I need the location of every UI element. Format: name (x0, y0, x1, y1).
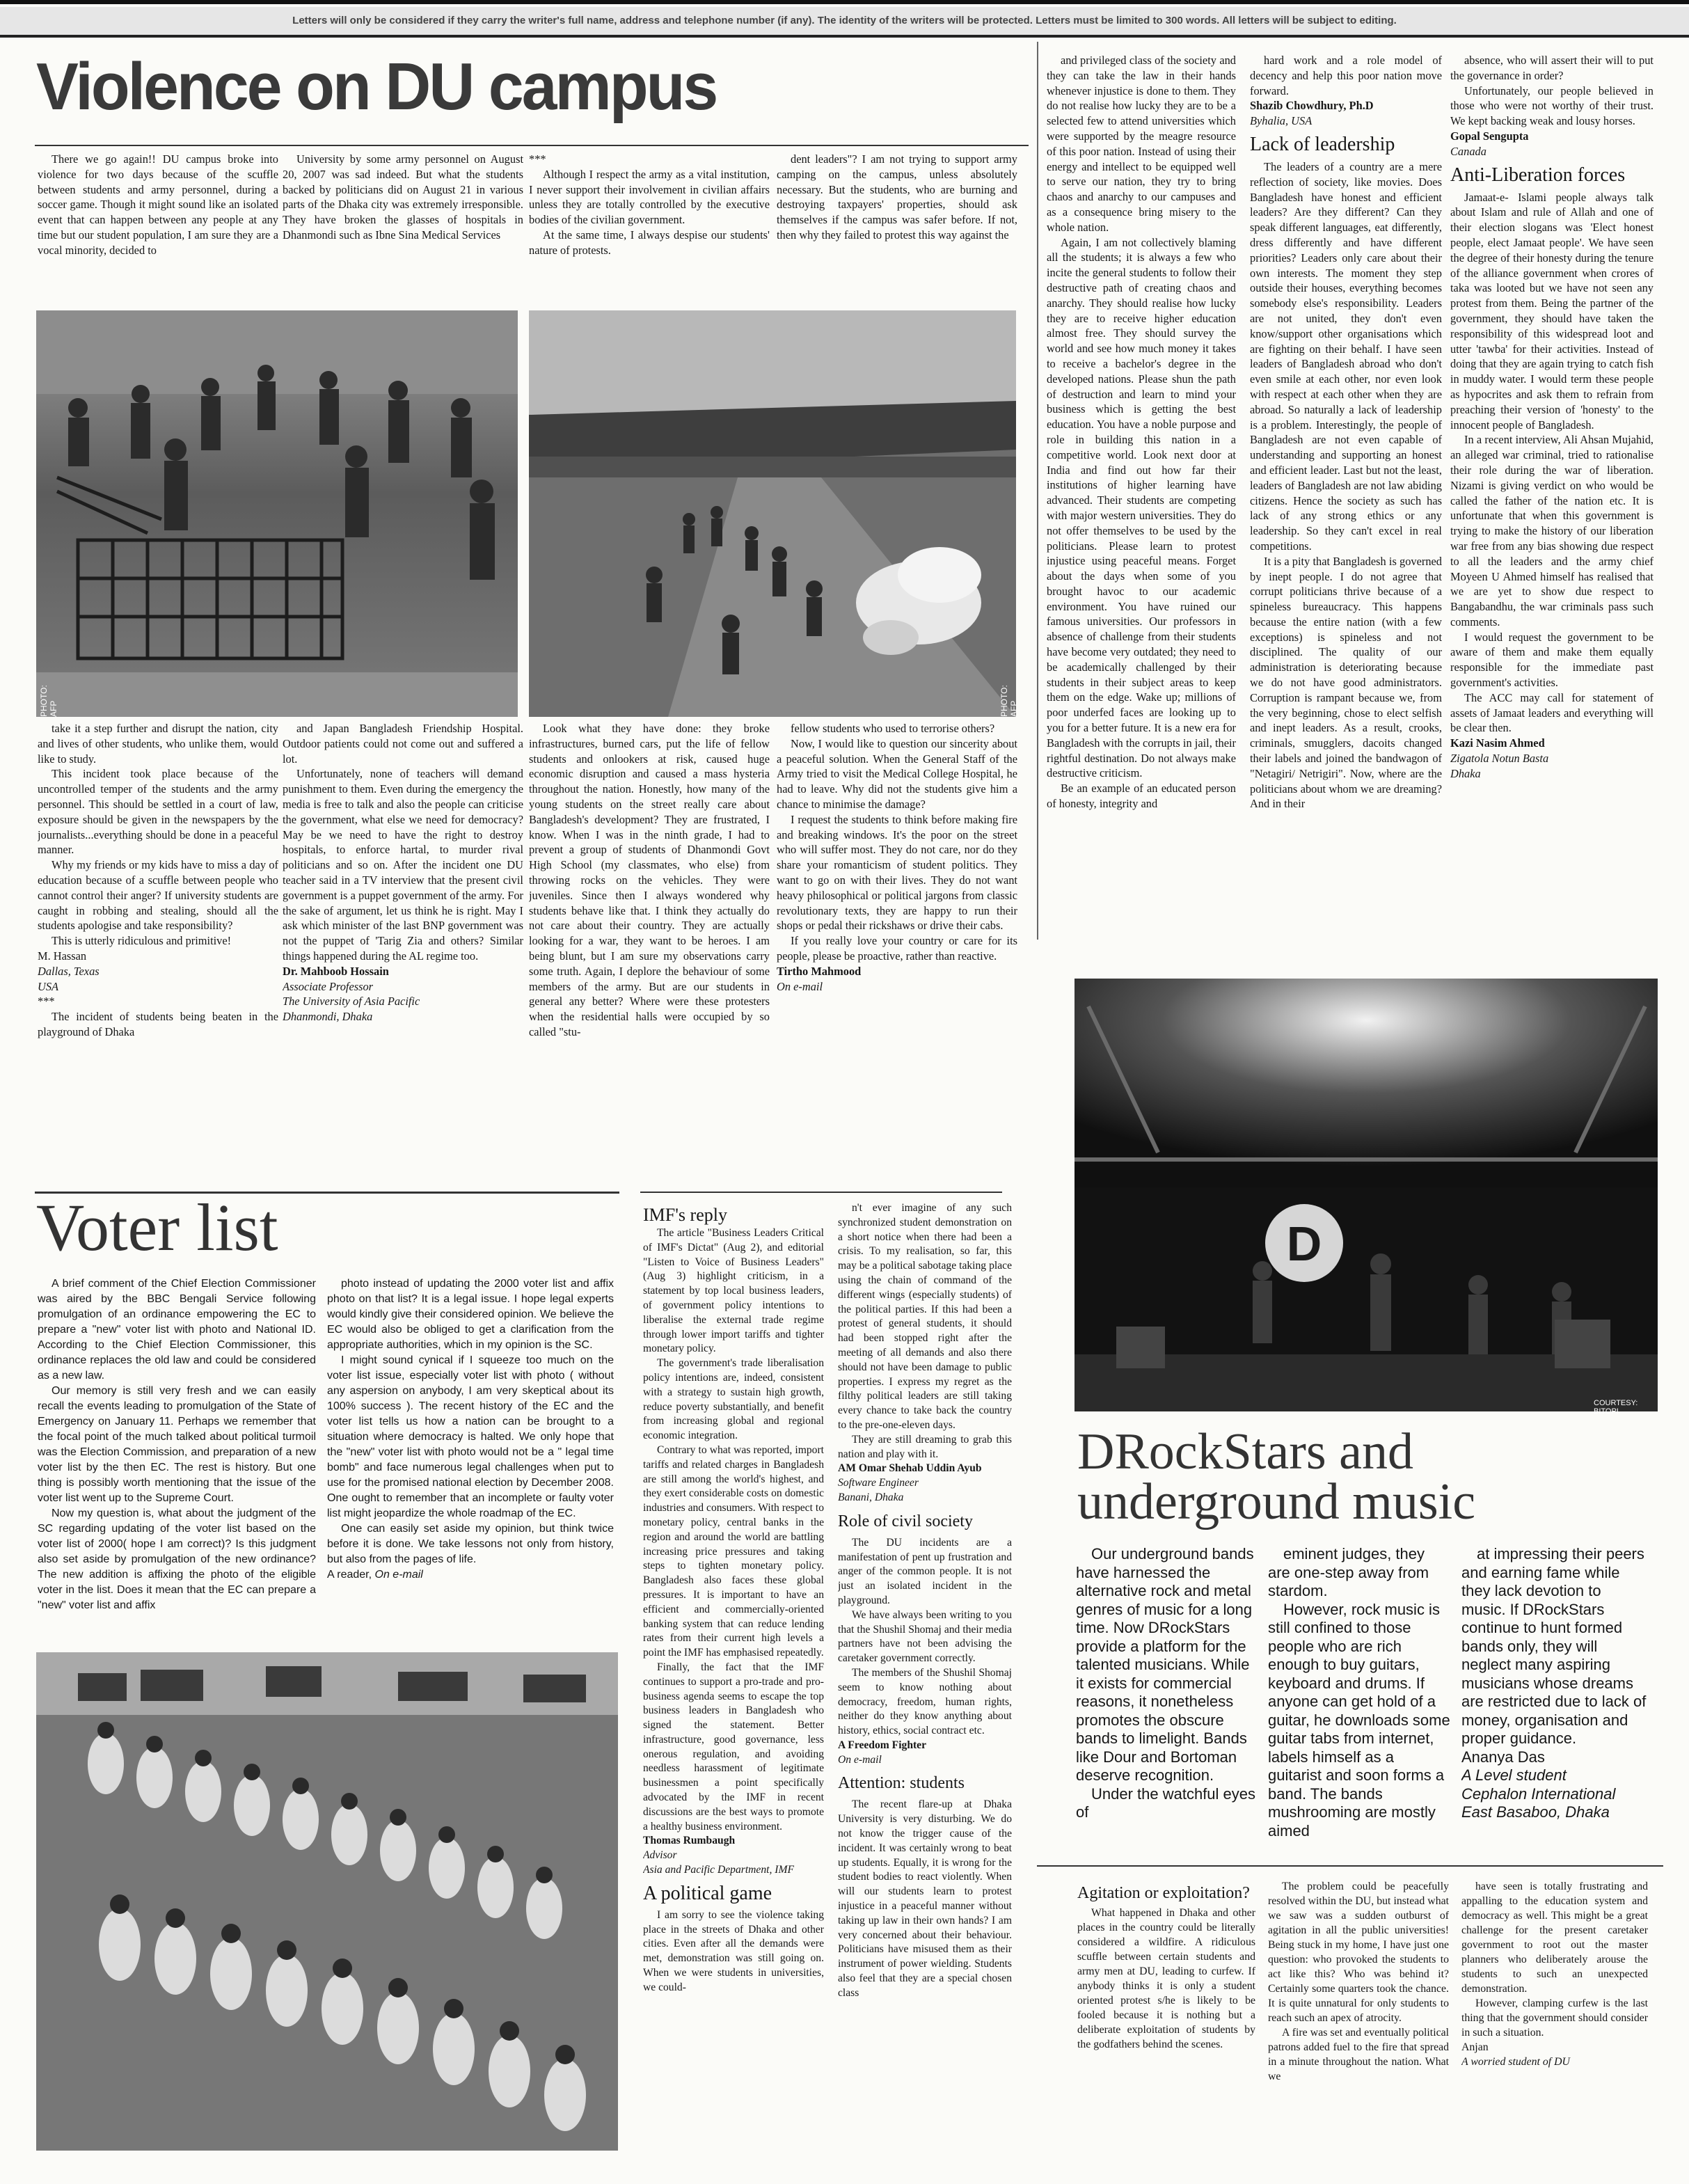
writer-name: M. Hassan (38, 949, 87, 963)
rock-headline-line1: DRockStars and (1077, 1423, 1413, 1480)
writer-name: AM Omar Shehab Uddin Ayub (838, 1462, 982, 1475)
paragraph: Our underground bands have harnessed the alternative rock and metal genres of music for a long time. Now DRockStars provide a platform for the talented musicians. While it exists for commercial reasons, it nonetheless promotes the obscure bands to limelight. Bands like Dour and Bortoman deserve recognition. (1076, 1545, 1254, 1784)
photo-rock-concert (1075, 979, 1658, 1416)
writer-name: Tirtho Mahmood (777, 964, 862, 978)
paragraph: The recent flare-up at Dhaka University is very disturbing. We do not know the trigger cause of the incident. It was certainly wrong to beat up students. Equally, it is wrong for the student bodies to react violently. When will our students learn to protest injustice in a peaceful manner without taking up law in their own hands? I am very concerned about their behaviour. Politicians have misused them as their instrument of power wielding. Students also feel that they are a special chosen class (838, 1798, 1012, 1999)
paragraph: fellow students who used to terrorise others? (791, 722, 995, 735)
paragraph: They are still dreaming to grab this nation and play with it. (838, 1433, 1012, 1460)
right-col6 (1250, 53, 1442, 937)
paragraph: However, clamping curfew is the last thing that the government should consider in such a situation. (1461, 1997, 1648, 2039)
paragraph: This is utterly ridiculous and primitive! (51, 934, 232, 948)
attention-students-title: Attention: students (838, 1774, 965, 1793)
paragraph: What happened in Dhaka and other places in the country could be literally considered a wildfire. A ridiculous scuffle between certain students and army men at DU, leading to curfew. If anybody thinks it is only a student oriented protest s/he is likely to be fooled because it is nothing but a deliberate exploitation of students by the godfathers behind the scenes. (1077, 1907, 1255, 2050)
writer-affiliation: Associate Professor (283, 979, 374, 993)
anti-liberation-title: Anti-Liberation forces (1450, 164, 1626, 186)
writer-affiliation: Advisor (643, 1849, 677, 1862)
violence-col3-top (529, 152, 770, 305)
photo-voter-queue (36, 1652, 618, 2151)
paragraph: Why my friends or my kids have to miss a day of education because of a scuffle between people who cannot control their anger? If university students are caught in robbing and stealing, should all the students apologise and take responsibility? (38, 858, 278, 933)
imf-col2 (838, 1201, 1012, 2162)
paragraph: Although I respect the army as a vital institution, I never support their involvement in civilian affairs unless they are totally controlled by the executive bodies of the civilian government. (529, 167, 770, 227)
paragraph: n't ever imagine of any such synchronized student demonstration on a short notice when there had been a crisis. To my realisation, so far, this may be a political sabotage taking place using the chain of command of the different wings (especially students) of the political parties. If this had been a protest of general students, it should had been stopped right after the meeting of all demands and also there should not have been damage to public properties. I express my regret as the filthy political leaders are still taking every chance to take back the country to the pre-one-eleven days. (838, 1202, 1012, 1431)
paragraph: I might sound cynical if I squeeze too much on the voter list issue, especially voter list with photo ( without any aspersion on anybody, I am very skeptical about its 100% success ). The recent history of the EC and the voter list tells us how a nation can be brought to a situation where democracy is halted. We only hope that the "new" voter list with photo would not be a " legal time bomb" and face numerous legal challenges when put to use for the promised national election by December 2008. One ought to remember that an incomplete or faulty voter list might jeopardize the whole roadmap of the EC. (327, 1354, 614, 1519)
agitation-col2 (1268, 1879, 1449, 2165)
paragraph: photo instead of updating the 2000 voter list and affix photo on that list? It is a legal issue. I hope legal experts would kindly give their considered opinion. We believe the EC would also be obliged to get a clarification from the appropriate authorities, which in my opinion is the SC. (327, 1278, 614, 1351)
writer-name: Thomas Rumbaugh (643, 1835, 736, 1847)
violence-col1-top (38, 152, 278, 305)
writer-affiliation: Dhanmondi, Dhaka (283, 1010, 373, 1024)
writer-affiliation: Software Engineer (838, 1477, 919, 1489)
voter-signature (327, 1567, 614, 1583)
paragraph: One can easily set aside my opinion, but think twice before it is done. We take lessons not only from history, but also from the pages of life. (327, 1523, 614, 1565)
writer-name: Anjan (1461, 2041, 1489, 2053)
writer-affiliation: A worried student of DU (1461, 2056, 1570, 2068)
paragraph: In a recent interview, Ali Ahsan Mujahid, an alleged war criminal, tried to rationalise their role during the war of liberation. Nizami is giving verdict on who would be called the father of the nation etc. It is unfortunate that when this government is trying to make the history of our liberation war free from any bias showing due respect to all the leaders and the army chief Moyeen U Ahmed himself has realised that we are yet to show due respect to Bangabandhu, the war criminals pass such comments. (1450, 433, 1654, 628)
violence-col4-bottom (777, 721, 1017, 1189)
paragraph: This incident took place because of the uncontrolled temper of the students and the army personnel. This should be settled in a court of law, exposure should be given in the newspapers by the journalists...everything should be done in a peaceful manner. (38, 767, 278, 857)
violence-headline: Violence on DU campus (36, 49, 717, 124)
paragraph: hard work and a role model of decency and help this poor nation move forward. (1250, 54, 1442, 97)
right-col7 (1450, 53, 1654, 937)
writer-country: USA (38, 979, 59, 993)
paragraph: Unfortunately, our people believed in those who were not worthy of their trust. We kept backing weak and lousy horses. (1450, 84, 1654, 128)
writer-name: Shazib Chowdhury, Ph.D (1250, 99, 1374, 113)
paragraph: The problem could be peacefully resolved within the DU, but instead what we saw was a sudden outburst of agitation in all the public universities! Being stuck in my home, I have just one question: who provoked the students to act like this? Who was behind it? Certainly some quarters took the chance. It is quite unnatural for only students to reach such an apex of atrocity. (1268, 1881, 1449, 2024)
paragraph: I request the students to think before making fire and breaking windows. It's the poor on the street who will suffer most. They do not care, nor do they share your romanticism of student politics. They want to go on with their lives. They do not want heavy philosophical or political jargons from classic revolutionary texts, they are happy to run their shops or pedal their rickshaws or drive their cabs. (777, 812, 1017, 933)
paragraph: If you really love your country or care for its people, please be proactive, rather than reactive. (777, 934, 1017, 963)
writer-affiliation: On e-mail (838, 1753, 882, 1766)
writer-affiliation: Zigatola Notun Basta (1450, 752, 1549, 766)
paragraph: A fire was set and eventually political patrons added fuel to the fire that spread in a minute throughout the nation. What we (1268, 2027, 1449, 2082)
rock-headline (1077, 1423, 1655, 1530)
writer-affiliation: Cephalon International (1461, 1785, 1616, 1803)
paragraph: I would request the government to be aware of them and make them equally responsible for the immediate past government's activities. (1450, 630, 1654, 690)
paragraph: Now my question is, what about the judgment of the SC regarding updating of the voter list based on the voter list of 2000( hope I am correct)? Is this judgment also set aside by promulgation of the new ordinance? The new addition is affixing the photo of the eligible voter in the list. Does it mean that the EC can prepare a "new" voter list and affix (38, 1508, 316, 1611)
imf-col1 (643, 1201, 824, 2162)
civil-society-title: Role of civil society (838, 1512, 973, 1530)
writer-name: Ananya Das (1461, 1748, 1545, 1766)
stars-separator: *** (38, 995, 55, 1008)
voter-col1 (38, 1276, 316, 1631)
imf-title: IMF's reply (643, 1205, 727, 1225)
rock-col3 (1461, 1545, 1648, 1851)
agitation-col3 (1461, 1879, 1648, 2165)
column-divider (1037, 42, 1038, 940)
violence-col3-bottom (529, 721, 770, 1189)
writer-affiliation: On e-mail (777, 979, 823, 993)
rock-col2 (1268, 1545, 1450, 1851)
paragraph: Under the watchful eyes of (1076, 1785, 1256, 1821)
paragraph: Jamaat-e- Islami people always talk about Islam and rule of Allah and one of their election slogans was 'Elect honest people, elect Jamaat people'. We have seen the degree of their honesty during the tenure of the alliance government when crores of taka was looted but we have not seen any protest from them. Being the partner of the government, they should have taken the responsibility of this widespread loot and utter 'tawba' for their activities. Instead of doing that they are again trying to catch fish in muddy water. I would term these people as hypocrites and ask them to refrain from preaching their version of 'honesty' to the innocent people of Bangladesh. (1450, 190, 1654, 432)
paragraph: Unfortunately, none of teachers will demand punishment to them. Even during the emergency the media is free to talk and also the people can criticise the government, what else we need for democracy? May be we need to have the right to destroy hospitals, to enforce hartal, to murder rival politicians and so on. After the incident one DU teacher said in a TV interview that the present civil government is a puppet government of the army. For the sake of argument, let us think he is right. May I ask which minister of the last BNP government was not the puppet of 'Tarig Zia and others? Similar things happened during the AL regime too. (283, 767, 523, 963)
writer-affiliation: Canada (1450, 144, 1486, 158)
writer-name: Dr. Mahboob Hossain (283, 964, 389, 978)
paragraph: The members of the Shushil Shomaj seem to know nothing about democracy, freedom, human rights, neither do they know anything about history, ethics, social contract etc. (838, 1666, 1012, 1737)
paragraph: Now, I would like to question our sincerity about a peaceful solution. When the General Staff of the Army tried to visit the Medical College Hospital, he had to leave. Why did not the students give him a chance to minimise the damage? (777, 736, 1017, 811)
paragraph: and privileged class of the society and they can take the law in their hands whenever injustice is done to them. They do not realise how lucky they are to be a selected few to attend universities which were supported by the meagre resource of this poor nation. Instead of using their energy and intellect to be equipped well to serve our nation, they try to bring chaos and anarchy to our campuses and as a consequence bring misery to the whole nation. (1047, 54, 1236, 234)
paragraph: However, rock music is still confined to those people who are rich enough to buy guitars, keyboard and drums. If anyone can get hold of a guitar, he downloads some guitar tabs from internet, labels himself as a guitarist and soon forms a band. The bands mushrooming are mostly aimed (1268, 1600, 1450, 1839)
paragraph: take it a step further and disrupt the nation, city and lives of other students, who unlike them, would like to study. (38, 722, 278, 766)
writer-affiliation: Asia and Pacific Department, IMF (643, 1864, 794, 1876)
letters-notice: Letters will only be considered if they carry the writer's full name, address and telephone number (if any). The identity of the writers will be protected. Letters must be limited to 300 words. All letters will be subject to editing. (0, 7, 1689, 38)
paragraph: University by some army personnel on August 20, 2007 was sad indeed. But what the students backed by politicians did on August 21 in various parts of the Dhaka city was extremely irresponsible. They have broken the glasses of hospitals in Dhanmondi such as Ibne Sina Medical Services (283, 152, 523, 242)
writer-name: Gopal Sengupta (1450, 129, 1529, 143)
imf-rule (640, 1192, 1002, 1193)
paragraph: Be an example of an educated person of honesty, integrity and (1047, 782, 1236, 811)
violence-col1-bottom (38, 721, 278, 1189)
rock-photo-credit: COURTESY: BITOPI (1594, 1399, 1638, 1416)
paragraph: dent leaders"? I am not trying to support army camping on the campus, unless absolutely necessary. But the students, who are burning and destroying taxpayers' properties, should ask themselves if the campus was safer before. If not, then why they failed to protest this way against the (777, 152, 1017, 242)
paragraph: A brief comment of the Chief Election Commissioner was aired by the BBC Bengali Service following promulgation of an ordinance empowering the EC to prepare a "new" voter list with photo and National ID. According to the Chief Election Commissioner, this ordinance replaces the old law and could be considered as a new law. (38, 1278, 316, 1382)
rock-headline-line2: underground music (1077, 1473, 1476, 1530)
writer-affiliation: Byhalia, USA (1250, 114, 1313, 128)
voter-headline: Voter list (36, 1190, 278, 1265)
agitation-col1 (1077, 1879, 1255, 2165)
voter-col2 (327, 1276, 614, 1631)
paragraph: Finally, the fact that the IMF continues to support a pro-trade and pro-business agenda seems to escape the top business leaders in Bangladesh who signed the statement. Better infrastructure, good governance, less onerous regulation, and avoiding needless harassment of legitimate businessmen a point specifically advocated by the IMF in recent discussions are the best ways to promote a healthy business environment. (643, 1661, 824, 1833)
paragraph: and Japan Bangladesh Friendship Hospital. Outdoor patients could not come out and suffered a lot. (283, 722, 523, 766)
writer-name: A Freedom Fighter (838, 1739, 927, 1751)
right-col5 (1047, 53, 1236, 937)
writer-name: Kazi Nasim Ahmed (1450, 736, 1545, 750)
writer-affiliation: A Level student (1461, 1766, 1567, 1784)
paragraph: Again, I am not collectively blaming all the students; it is always a few who incite the general students to follow their destructive path of creating chaos and anarchy. They should realise how lucky they are to receive higher education almost free. They should survey the world and see how much money it takes to receive a bachelor's degree in the developed nations. Please shun the path of destruction and learn to mind your business which is getting the best education. You have a noble purpose and role in building this nation in a competitive world. Look next door at India and find out how far their institutions of higher learning have advanced. Their students are competing with major western universities. They do not offer themselves to be used by the politicians. Please learn to protest injustice using peaceful means. Forget about the days when some of you brought havoc to our academic environment. You have ruined our famous universities. Our professors in absence of challenge from their students have become very outdated; they need to be academically challenged by their students in their subject areas to keep them on the edge. Wake up; millions of poor underfed faces are looking up to you for a better future. It is a new era for Bangladesh with the corrupts in jail, their rightful destination. Do not always make destructive criticism. (1047, 235, 1236, 780)
writer-affiliation: Banani, Dhaka (838, 1491, 904, 1503)
letter-tail: The incident of students being beaten in the playground of Dhaka (38, 1010, 278, 1038)
photo1-credit: PHOTO: AFP (39, 685, 58, 717)
political-game-title: A political game (643, 1882, 772, 1904)
writer-affiliation: On e-mail (374, 1569, 423, 1581)
rock-col1 (1076, 1545, 1260, 1851)
paragraph: Our memory is still very fresh and we can easily recall the events leading to promulgation of the State of Emergency on January 11. Perhaps we remember that the focal point of the much talked about political turmoil was the Election Commission, and preparation of a new voter list by the then EC. The rest is history. But one thing is possibly worth mentioning that the issue of the voter list went up to the Supreme Court. (38, 1385, 316, 1504)
writer-affiliation: East Basaboo, Dhaka (1461, 1803, 1610, 1821)
paragraph: The government's trade liberalisation policy intentions are, indeed, consistent with a strategy to sustain high growth, reduce poverty substantially, and benefit from increasing global and regional economic integration. (643, 1357, 824, 1442)
paragraph: It is a pity that Bangladesh is governed by inept people. I do not agree that corrupt politicians thrive because of a spineless bureaucracy. This happens because the entire nation (with a few exceptions) is spineless and not disciplined. The quality of our administration is deteriorating because we do not have good administrators. Corruption is rampant because we, from the very beginning, chose to elect selfish and inept leaders. As a result, crooks, criminals, smugglers, dacoits changed their labels and joined the bandwagon of "Netagiri/ Netrigiri". Now, where are the politicians about whom we are dreaming? And in their (1250, 554, 1442, 811)
paragraph: The leaders of a country are a mere reflection of society, like movies. Does Bangladesh have honest and efficient leaders? Are they different? Can they speak different languages, eat differently, dress differently and have different priorities? Leaders only care about their own interests. The moment they step outside their houses, everything becomes somebody else's responsibility. Leaders are not united, they don't even know/support other organisations which are fighting on their behalf. I have seen leaders of Bangladesh abroad who don't even smile at each other, nor even look with respect at each other when they are abroad. So naturally a lack of leadership is a problem. Interestingly, the people of Bangladesh are not even capable of understanding and supporting an honest and efficient leader. Last but not the least, leaders of Bangladesh are not law abiding citizens. Hence the society as such has lack of any strong ethics or any leadership. So they can't excel in real competitions. (1250, 159, 1442, 553)
photo2-credit: PHOTO: AFP (999, 685, 1019, 717)
paragraph: have seen is totally frustrating and appalling to the education system and democracy as well. This might be a great challenge for the present caretaker government to root out the master planners who deliberately arouse the students to such an unexpected demonstration. (1461, 1881, 1648, 1995)
writer-affiliation: Dhaka (1450, 766, 1481, 780)
agitation-rule (1037, 1865, 1663, 1867)
writer-affiliation: The University of Asia Pacific (283, 995, 420, 1008)
paragraph: We have always been writing to you that the Shushil Shomaj and their media partners have not been advising the caretaker government correctly. (838, 1608, 1012, 1665)
paragraph: The ACC may call for statement of assets of Jamaat leaders and everything will be clear then. (1450, 690, 1654, 735)
lack-of-leadership-title: Lack of leadership (1250, 133, 1395, 155)
paragraph: The DU incidents are a manifestation of pent up frustration and anger of the common people. It is not just an isolated incident in the playground. (838, 1536, 1012, 1606)
writer-place: Dallas, Texas (38, 964, 100, 978)
photo-street-fire (529, 310, 1019, 717)
top-rule (0, 0, 1689, 4)
stars-separator: *** (529, 152, 546, 166)
paragraph: eminent judges, they are one-step away from stardom. (1268, 1545, 1429, 1599)
photo-protesters-barricade (36, 310, 518, 717)
paragraph: Look what they have done: they broke infrastructures, burned cars, put the life of fellow students and onlookers at risk, caused huge economic disruption and caused a mass hysteria throughout the nation. Honestly, how many of the young students on the street really care about Bangladesh's development? They are frustrated, I know. When I was in the ninth grade, I had to prevent a group of students of Dhanmondi Govt High School (my classmates, who else) from throwing rocks on the vehicles. They were juveniles. Since then I always wondered why students behave like that. I think they actually do not care about their country. They are actually looking for a war, they want to be heroes. I am being blunt, but I am sure my observations carry some truth. Again, I deplore the behaviour of some members of the army. But are our students in general any better? Where were these protesters when the residential halls were occupied by so called "stu- (529, 722, 770, 1038)
violence-col2-bottom (283, 721, 523, 1189)
paragraph: at impressing their peers and earning fame while they lack devotion to music. If DRockStars continue to hunt formed bands only, they will neglect many aspiring musicians whose dreams are restricted due to lack of money, organisation and proper guidance. (1461, 1545, 1647, 1747)
writer-name: A reader, (327, 1569, 372, 1581)
paragraph: There we go again!! DU campus broke into violence for two days because of the scuffle between students and army personnel, during a soccer game. Though it might sound like an isolated event that can happen between any people at any time but our student population, I am sure they are a vocal minority, decided to (38, 152, 278, 257)
paragraph: Contrary to what was reported, import tariffs and related charges in Bangladesh are still among the world's highest, and they exert considerable costs on domestic industries and consumers. With respect to monetary policy, central banks in the region and around the world are battling increasing price pressures and taking steps to tighten monetary policy. Bangladesh also faces these global pressures. It is important to have an efficient and commercially-oriented banking system that can reduce lending rates from their current high levels a point the IMF has emphasised repeatedly. (643, 1443, 824, 1659)
violence-rule (35, 145, 1029, 146)
paragraph: I am sorry to see the violence taking place in the streets of Dhaka and other cities. Even after all the demands were met, demonstration was still going on. When we were students in universities, we could- (643, 1908, 824, 1993)
violence-col2-top (283, 152, 523, 305)
paragraph: absence, who will assert their will to put the governance in order? (1450, 54, 1654, 82)
paragraph: At the same time, I always despise our students' nature of protests. (529, 228, 770, 257)
paragraph: The article "Business Leaders Critical of IMF's Dictat" (Aug 2), and editorial "Listen to Voice of Business Leaders" (Aug 3) highlight criticism, in a statement by top local business leaders, of government policy intentions to liberalise the external trade regime through lower import tariffs and tighter monetary policy. (643, 1227, 824, 1355)
agitation-title: Agitation or exploitation? (1077, 1884, 1250, 1902)
drum-logo-text: D (1286, 1217, 1322, 1271)
violence-col4-top (777, 152, 1017, 305)
